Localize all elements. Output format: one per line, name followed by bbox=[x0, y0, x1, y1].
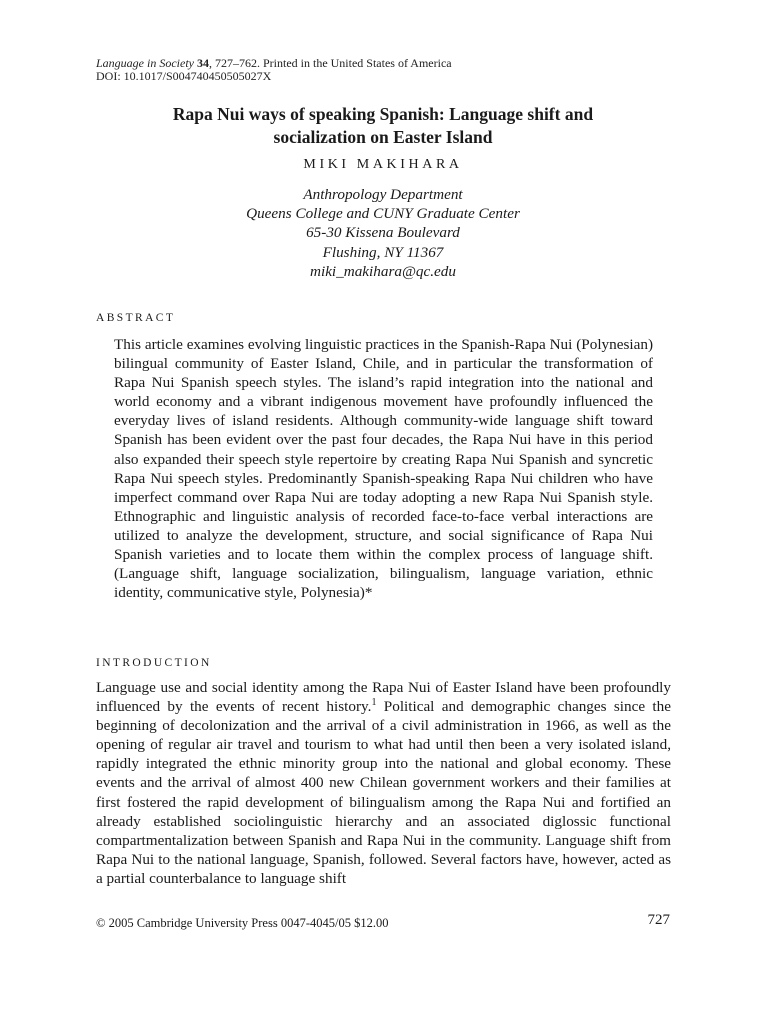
abstract-body: This article examines evolving linguistic practices in the Spanish-Rapa Nui (Polynesian) bilingual community of Easter Island, Chile, and in particular the transformation of Rapa Nui Spanish speech styles. The island’s rapid integration into the national and world economy and a vibrant indigenous movement have profoundly influenced the everyday lives of island residents. Although community-wide language shift toward Spanish has been evident over the past four decades, the Rapa Nui have in this period also expanded their speech style repertoire by creating Rapa Nui Spanish and syncretic Rapa Nui speech styles. Predominantly Spanish-speaking Rapa Nui children who have imperfect command over Rapa Nui are today adopting a new Rapa Nui Spanish style. Ethnographic and linguistic analysis of recorded face-to-face verbal interactions are utilized to analyze the development, structure, and social significance of Rapa Nui Spanish varieties and to locate them within the complex process of language shift. (Language shift, language socialization, bilingualism, language variation, ethnic identity, communicative style, Polynesia)* bbox=[114, 336, 653, 602]
affiliation-institution: Queens College and CUNY Graduate Center bbox=[246, 205, 520, 223]
intro-text-part-2: Political and demographic changes since the beginning of decolonization and the arrival of a civil administration in 1966, as well as the opening of regular air travel and tourism to what had until then been a very isolated island, rapidly integrated the ethnic minority group into the national and global economy. These events and the arrival of almost 400 new Chilean government workers and their families at first fostered the rapid development of bilingualism among the Rapa Nui and fortified an already established sociolinguistic hierarchy and an associated diglossic functional compartmentalization between Spanish and Rapa Nui in the community. Language shift from Rapa Nui to the national language, Spanish, followed. Several factors have, however, acted as a partial counterbalance to language shift bbox=[96, 698, 671, 887]
journal-volume: 34 bbox=[196, 56, 209, 70]
affiliation-city: Flushing, NY 11367 bbox=[322, 243, 444, 261]
journal-name: Language in Society bbox=[96, 56, 194, 70]
page-number: 727 bbox=[647, 912, 670, 928]
footnote-marker[interactable]: 1 bbox=[371, 697, 377, 709]
introduction-heading: INTRODUCTION bbox=[96, 657, 212, 669]
journal-doi: DOI: 10.1017/S004740450505027X bbox=[96, 69, 272, 83]
affiliation-street: 65-30 Kissena Boulevard bbox=[306, 224, 460, 242]
article-title bbox=[96, 103, 670, 149]
intro-text-part-1: Language use and social identity among the Rapa Nui of Easter Island have been profoundly influenced by the events of recent history. bbox=[96, 679, 671, 716]
journal-citation-rest: , 727–762. Printed in the United States of America bbox=[208, 56, 452, 70]
journal-masthead bbox=[96, 57, 452, 83]
introduction-body bbox=[96, 678, 671, 888]
article-author: MIKI MAKIHARA bbox=[303, 157, 463, 172]
article-title-line-2: socialization on Easter Island bbox=[273, 127, 493, 147]
copyright-notice: © 2005 Cambridge University Press 0047-4045/05 $12.00 bbox=[96, 916, 389, 930]
article-title-line-1: Rapa Nui ways of speaking Spanish: Language shift and bbox=[172, 104, 594, 124]
affiliation-email: miki_makihara@qc.edu bbox=[310, 262, 456, 280]
author-affiliation bbox=[96, 185, 670, 281]
affiliation-department: Anthropology Department bbox=[303, 186, 463, 203]
abstract-heading: ABSTRACT bbox=[96, 312, 176, 324]
